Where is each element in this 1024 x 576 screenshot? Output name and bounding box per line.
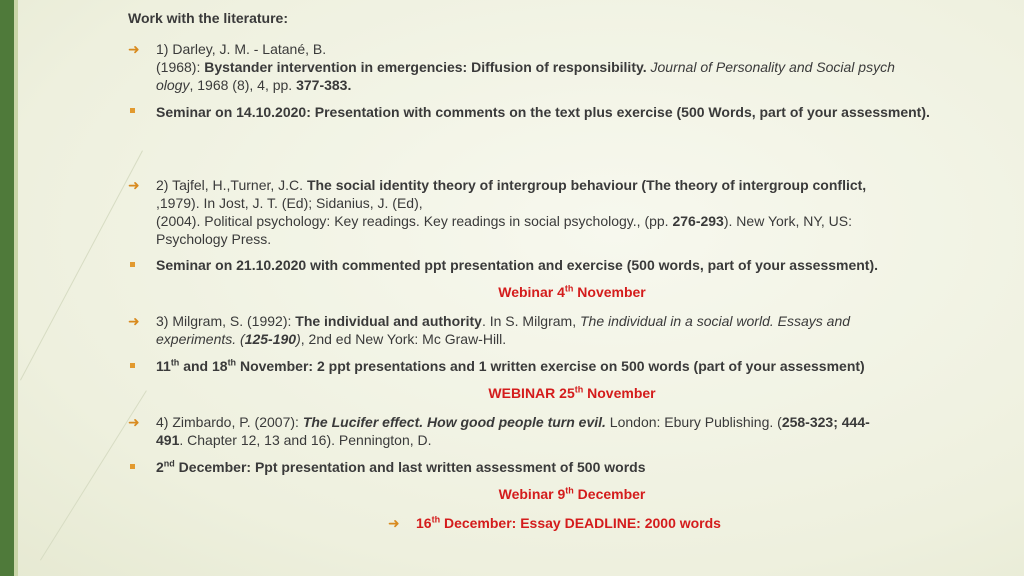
reference-item-2: 2) Tajfel, H.,Turner, J.C. The social identity theory of intergroup behaviour (The theory of intergroup conflict, ,1979). In Jost, J. T. (Ed); Sidanius, J. (Ed), (2004). Political psychology: Key readings. Key readings in social psychology., (pp. 276-293). New York, NY, US: Psychology Press. bbox=[156, 177, 867, 247]
arrow-bullet-icon: ➜ bbox=[128, 177, 140, 193]
seminar-note-1: Seminar on 14.10.2020: Presentation with comments on the text plus exercise (500 Words, part of your assessment). bbox=[156, 104, 930, 120]
arrow-bullet-icon: ➜ bbox=[388, 515, 400, 531]
reference-item-4: 4) Zimbardo, P. (2007): The Lucifer effect. How good people turn evil. London: Ebury Publishing. (258-323; 444- 491. Chapter 12, 13 and 16). Pennington, D. bbox=[156, 414, 870, 448]
square-bullet-icon bbox=[130, 464, 135, 469]
arrow-bullet-icon: ➜ bbox=[128, 414, 140, 430]
ref1-line2: (1968): Bystander intervention in emergencies: Diffusion of responsibility. Journal of Personality and Social psych bbox=[156, 59, 895, 75]
seminar-note-4: 2nd December: Ppt presentation and last written assessment of 500 words bbox=[156, 458, 646, 475]
seminar-note-3: 11th and 18th November: 2 ppt presentations and 1 written exercise on 500 words (part of your assessment) bbox=[156, 357, 865, 374]
left-accent-stripe bbox=[14, 0, 18, 576]
webinar-date-2: WEBINAR 25th November bbox=[488, 384, 656, 401]
ref1-line1: 1) Darley, J. M. - Latané, B. bbox=[156, 41, 327, 57]
reference-item-3: 3) Milgram, S. (1992): The individual and authority. In S. Milgram, The individual in a social world. Essays and experiments. (125-190), 2nd ed New York: Mc Graw-Hill. bbox=[156, 313, 851, 347]
webinar-date-3: Webinar 9th December bbox=[498, 485, 646, 502]
arrow-bullet-icon: ➜ bbox=[128, 313, 140, 329]
essay-deadline: 16th December: Essay DEADLINE: 2000 words bbox=[416, 514, 721, 531]
left-accent-bar bbox=[0, 0, 14, 576]
arrow-bullet-icon: ➜ bbox=[128, 41, 140, 57]
webinar-date-1: Webinar 4th November bbox=[498, 283, 646, 300]
seminar-note-2: Seminar on 21.10.2020 with commented ppt presentation and exercise (500 words, part of your assessment). bbox=[156, 257, 879, 273]
decorative-line bbox=[20, 150, 143, 380]
square-bullet-icon bbox=[130, 363, 135, 368]
square-bullet-icon bbox=[130, 262, 135, 267]
reference-item-1 bbox=[156, 40, 1016, 94]
ref1-line3: ology, 1968 (8), 4, pp. 377-383. bbox=[156, 77, 352, 93]
square-bullet-icon bbox=[130, 108, 135, 113]
section-heading: Work with the literature: bbox=[128, 10, 288, 26]
